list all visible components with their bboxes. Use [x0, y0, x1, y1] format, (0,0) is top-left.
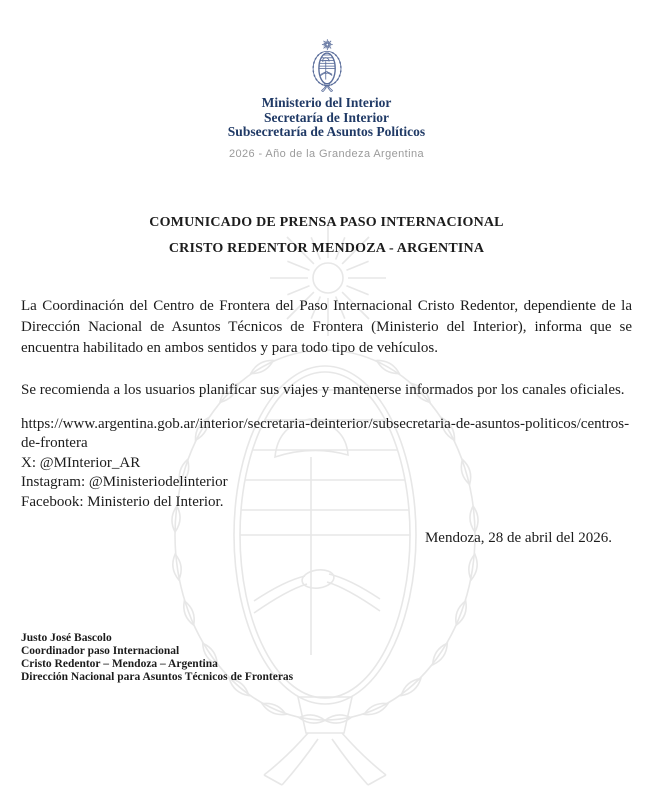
signature-block: [21, 632, 632, 684]
signer-location: Cristo Redentor – Mendoza – Argentina: [21, 658, 218, 670]
title-line-2: CRISTO REDENTOR MENDOZA - ARGENTINA: [168, 240, 485, 256]
signer-role: Coordinador paso Internacional: [21, 645, 180, 657]
secretariat-line: Secretaría de Interior: [264, 109, 389, 125]
document-title: [0, 210, 653, 262]
dateline: Mendoza, 28 de abril del 2026.: [424, 530, 612, 546]
ministry-line: Ministerio del Interior: [261, 95, 392, 110]
signer-name: Justo José Bascolo: [21, 632, 112, 644]
ministry-name-block: [0, 96, 653, 140]
instagram-handle: Instagram: @Ministeriodelinterior: [21, 474, 228, 490]
letterhead: [0, 0, 653, 161]
url-link[interactable]: https://www.argentina.gob.ar/interior/secretaria-deinterior/subsecretaria-de-asuntos-politicos/centros-de-frontera: [21, 415, 630, 451]
official-channels-block: [21, 415, 632, 513]
facebook-handle: Facebook: Ministerio del Interior.: [21, 493, 224, 510]
body-paragraph-2: Se recomienda a los usuarios planificar sus viajes y mantenerse informados por los canales oficiales.: [21, 381, 625, 398]
body-paragraph-1: La Coordinación del Centro de Frontera del Paso Internacional Cristo Redentor, dependiente de la Dirección Nacional de Asuntos Técnicos de Frontera (Ministerio del Interior), informa que se encuentra habilitado en ambos sentidos y para todo tipo de vehículos.: [21, 297, 632, 356]
x-handle: X: @MInterior_AR: [21, 454, 141, 471]
document-body: [21, 296, 632, 685]
year-tagline: 2026 - Año de la Grandeza Argentina: [228, 147, 425, 160]
signer-directorate: Dirección Nacional para Asuntos Técnicos de Fronteras: [21, 671, 294, 683]
argentina-coat-of-arms-icon: [308, 36, 346, 93]
subsecretariat-line: Subsecretaría de Asuntos Políticos: [227, 124, 426, 139]
title-line-1: COMUNICADO DE PRENSA PASO INTERNACIONAL: [149, 214, 504, 230]
